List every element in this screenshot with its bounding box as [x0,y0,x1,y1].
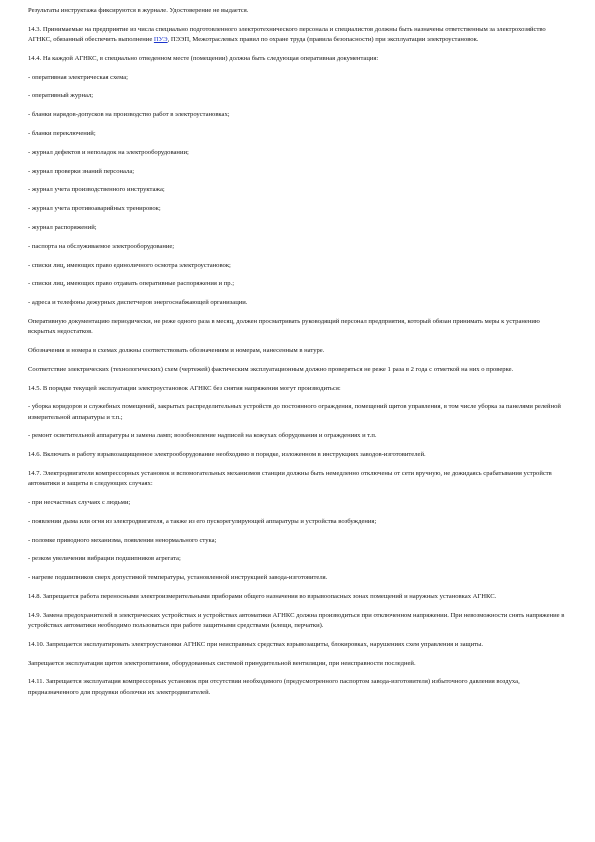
paragraph [28,261,568,271]
paragraph-text: - резком увеличении вибрации подшипников агрегата; [28,555,181,563]
paragraph-text: 14.7. Электродвигатели компрессорных установок и вспомогательных механизмов станции должны быть немедленно отключены от сети вручную, не дожидаясь срабатывания устройств автоматики и защиты в следующих случаях: [28,469,552,488]
paragraph-text: - журнал проверки знаний персонала; [28,167,135,175]
paragraph [28,110,568,120]
paragraph-text: - журнал распоряжений; [28,223,97,231]
paragraph [28,204,568,214]
paragraph-text: 14.4. На каждой АГНКС, в специально отведенном месте (помещении) должна быть следующая оперативная документация: [28,54,379,62]
document-link[interactable]: ПУЭ [153,36,168,43]
paragraph [28,91,568,101]
paragraph-text: - нагреве подшипников сверх допустимой температуры, установленной инструкцией завода-изготовителя. [28,574,328,582]
paragraph [28,148,568,158]
paragraph-text: 14.9. Замена предохранителей в электрических устройствах и устройствах автоматики АГНКС должна производиться при отключенном напряжении. При невозможности снять напряжение в устройствах автоматики необходимо пользоваться при работе защитными средствами (клещи, перчатки). [28,611,565,629]
paragraph [28,573,568,583]
paragraph-text: 14.5. В порядке текущей эксплуатации электроустановок АГНКС без снятия напряжения могут производиться: [28,384,341,392]
paragraph [28,185,568,195]
paragraph [28,167,568,177]
paragraph [28,659,568,669]
paragraph-text: - уборка коридоров и служебных помещений, закрытых распределительных устройств до постоянного ограждения, помещений щитов управления, в том числе уборка за панелями релейной измерительной аппаратуры и т.п.; [28,403,561,421]
paragraph-text: , ПЭЭП, Межотраслевых правил по охране труда (правила безопасности) при эксплуатации электроустановок. [167,36,479,43]
paragraph-text: - поломке приводного механизма, появлении ненормального стука; [28,536,217,544]
paragraph-text: Запрещается эксплуатация щитов электропитания, оборудованных системой принудительной вентиляции, при неисправности последней. [28,659,416,667]
paragraph-text: 14.8. Запрещается работа переносными электроизмерительными приборами общего назначения во взрывоопасных зонах помещений и наружных установках АГНКС. [28,592,497,600]
paragraph-text: - при несчастных случаях с людьми; [28,498,131,506]
paragraph [28,677,568,697]
paragraph-text: Результаты инструктажа фиксируются в журнале. Удостоверение не выдается. [28,7,249,14]
paragraph-text: 14.11. Запрещается эксплуатация компрессорных установок при отсутствии необходимого (предусмотренного паспортом завода-изготовителя) избыточного давления воздуха, предназначенного для продувки оболочки их электродвигателей. [28,678,520,696]
paragraph [28,242,568,252]
paragraph-text: 14.3. Принимаемые на предприятие из числа специально подготовленного электротехнического персонала и специалистов должны быть назначены ответственным за электрохозяйство АГНКС, обязанный обеспечить выполнение [28,25,546,43]
paragraph [28,592,568,602]
paragraph [28,384,568,394]
paragraph [28,317,568,337]
document-page [28,6,568,706]
paragraph-text: - журнал учета производственного инструктажа; [28,186,165,194]
paragraph [28,554,568,564]
paragraph-text: - оперативная электрическая схема; [28,73,128,81]
paragraph-text: - списки лиц, имеющих право отдавать оперативные распоряжения и пр.; [28,280,235,288]
paragraph [28,611,568,631]
paragraph [28,517,568,527]
paragraph [28,54,568,64]
paragraph-text: Оперативную документацию периодически, не реже одного раза в месяц, должен просматривать руководящий персонал предприятия, который обязан принимать меры к устранению вскрытых недостатков. [28,317,540,336]
paragraph [28,25,568,45]
paragraph [28,536,568,546]
paragraph [28,431,568,441]
paragraph-text: - бланки переключений; [28,129,96,137]
paragraph [28,450,568,460]
paragraph-text: - ремонт осветительной аппаратуры и замена ламп; возобновление надписей на кожухах оборудования и ограждениях и т.п. [28,432,377,440]
paragraph [28,365,568,375]
paragraph-text: 14.6. Включать в работу взрывозащищенное электрооборудование необходимо в порядке, изложенном в инструкциях заводов-изготовителей. [28,451,426,459]
paragraph [28,498,568,508]
paragraph-text: 14.10. Запрещается эксплуатировать электроустановки АГНКС при неисправных средствах взрывозащиты, блокировках, нарушениях схем управления и защиты. [28,640,484,648]
paragraph-text: - паспорта на обслуживаемое электрооборудование; [28,242,175,250]
paragraph-text: - журнал учета противоаварийных тренировок; [28,205,161,213]
paragraph [28,6,568,16]
paragraph [28,346,568,356]
paragraph [28,129,568,139]
paragraph-text: Обозначения и номера в схемах должны соответствовать обозначениям и номерам, нанесенным в натуре. [28,346,325,354]
paragraph [28,402,568,422]
paragraph-text: - адреса и телефоны дежурных диспетчеров энергоснабжающей организации. [28,299,248,307]
paragraph-text: - списки лиц, имеющих право единоличного осмотра электроустановок; [28,261,231,269]
paragraph-text: - появлении дыма или огня из электродвигателя, а также из его пускорегулирующей аппаратуры и устройства возбуждения; [28,517,377,525]
paragraph-text: - журнал дефектов и неполадок на электрооборудовании; [28,148,189,156]
paragraph [28,640,568,650]
paragraph [28,73,568,83]
paragraph [28,279,568,289]
paragraph [28,223,568,233]
paragraph-text: - оперативный журнал; [28,92,94,100]
paragraph-text: - бланки нарядов-допусков на производство работ в электроустановках; [28,111,230,119]
paragraph-text: Соответствие электрических (технологических) схем (чертежей) фактическим эксплуатационным должно проверяться не реже 1 раза в 2 года с отметкой на них о проверке. [28,365,514,373]
paragraph [28,298,568,308]
paragraph [28,469,568,489]
